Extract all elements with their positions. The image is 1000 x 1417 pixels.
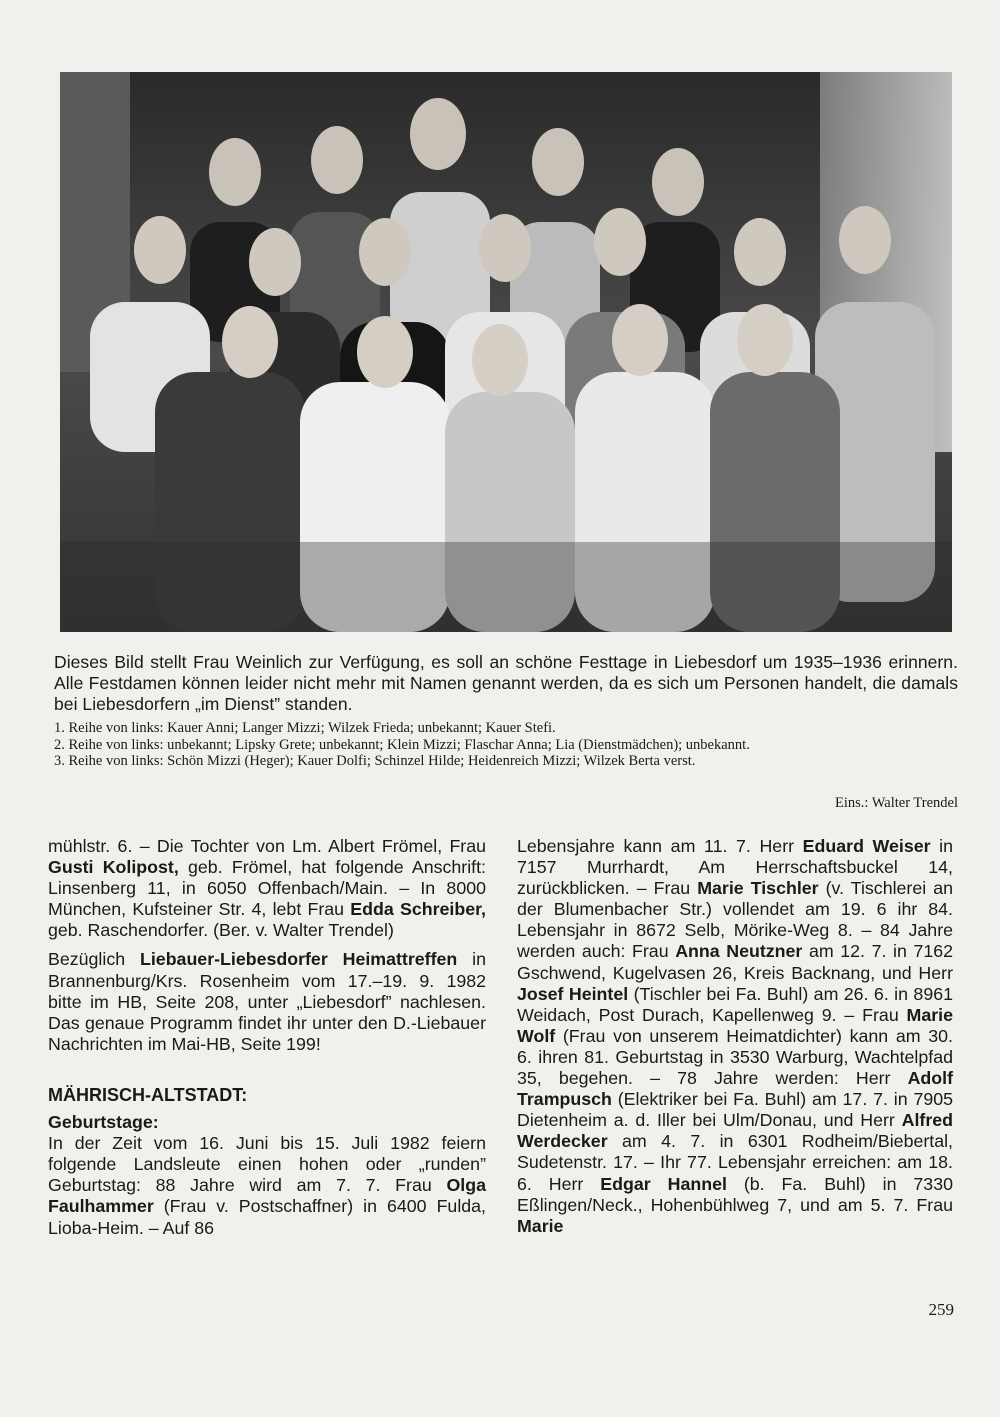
text-run: geb. Frömel, hat folgende Anschrift: Linsenberg 11, in 6050 Offenbach/Main. – In 8000 München, Kufsteiner Str. 4, lebt Frau [48, 857, 486, 920]
text-run: (Frau v. Postschaffner) in 6400 Fulda, Lioba-Heim. – Auf 86 [48, 1196, 486, 1238]
text-run: (Elektriker bei Fa. Buhl) am 17. 7. in 7905 Dietenheim a. d. Iller bei Ulm/Donau, und Herr [517, 1089, 953, 1131]
person-name: Josef Heintel [517, 983, 629, 1004]
text-run: Bezüglich [48, 949, 140, 970]
caption-text: Dieses Bild stellt Frau Weinlich zur Verfügung, es soll an schöne Festtage in Liebesdorf um 1935–1936 erinnern. Alle Festdamen können leider nicht mehr mit Namen genannt werden, da es sich um Personen handelt, die damals bei Liebesdorfern „im Dienst” standen. [54, 652, 958, 714]
person-name: Eduard Weiser [802, 836, 931, 856]
paragraph-heimattreffen [48, 949, 486, 1054]
paragraph-addresses [48, 836, 486, 941]
section-heading: MÄHRISCH-ALTSTADT: [48, 1084, 248, 1105]
photo-caption [54, 652, 958, 770]
caption-name-list [54, 720, 958, 770]
person-name: Marie Wolf [517, 1004, 953, 1046]
left-column [48, 836, 486, 1239]
person-name: Edda Schreiber, [350, 899, 486, 920]
person-name: Anna Neutzner [675, 941, 803, 962]
text-run: (Frau von unserem Heimatdichter) kann am 30. 6. ihren 81. Geburtstag in 3530 Warburg, Wachtelpfad 35, begehen. – 78 Jahre werden: Herr [517, 1025, 953, 1089]
text-run: (b. Fa. Buhl) in 7330 Eßlingen/Neck., Hohenbühlweg 7, und am 5. 7. Frau [517, 1173, 953, 1215]
person-name: Adolf Trampusch [517, 1068, 953, 1110]
text-run: am 4. 7. in 6301 Rodheim/Biebertal, Sudetenstr. 17. – Ihr 77. Lebensjahr erreichen: am 18. 6. Herr [517, 1131, 953, 1194]
group-photo-illustration [60, 72, 952, 632]
text-run: in 7157 Murrhardt, Am Herrschaftsbuckel 14, zurückblicken. – Frau [517, 836, 954, 899]
page-number: 259 [928, 1300, 954, 1319]
text-run: am 12. 7. in 7162 Gschwend, Kugelvasen 26, Kreis Backnang, und Herr [517, 941, 954, 983]
caption-row-3: 3. Reihe von links: Schön Mizzi (Heger); Kauer Dolfi; Schinzel Hilde; Heidenreich Mizzi; Wilzek Berta verst. [54, 753, 696, 769]
text-run: in Brannenburg/Krs. Rosenheim vom 17.–19. 9. 1982 bitte im HB, Seite 208, unter „Liebesdorf” nachlesen. Das genaue Programm findet ihr unter den D.-Liebauer Nachrichten im Mai-HB, Seite 199! [48, 949, 486, 1054]
person-name: Marie Tischler [697, 878, 819, 899]
section-subheading: Geburtstage: [48, 1112, 159, 1133]
caption-row-2: 2. Reihe von links: unbekannt; Lipsky Grete; unbekannt; Klein Mizzi; Flaschar Anna; Lia (Dienstmädchen); unbekannt. [54, 736, 750, 753]
person-name: Marie [517, 1215, 564, 1236]
text-run: (v. Tischlerei an der Blumenbacher Str.) vollendet am 19. 6 ihr 84. Lebensjahr in 8672 Selb, Mörike-Weg 8. – 84 Jahre werden auch: Frau [517, 878, 953, 962]
person-name: Gusti Kolipost, [48, 857, 179, 878]
caption-row-1: 1. Reihe von links: Kauer Anni; Langer Mizzi; Wilzek Frieda; unbekannt; Kauer Stefi. [54, 720, 556, 736]
text-run: mühlstr. 6. – Die Tochter von Lm. Albert Frömel, Frau [48, 836, 486, 856]
group-photo [60, 72, 952, 632]
paragraph-birthdays [48, 1133, 486, 1238]
right-column [517, 836, 953, 1237]
paragraph-birthdays-continued [517, 836, 953, 1237]
photo-credit: Eins.: Walter Trendel [834, 795, 958, 811]
text-run: Lebensjahre kann am 11. 7. Herr [517, 836, 803, 856]
text-run: (Tischler bei Fa. Buhl) am 26. 6. in 8961 Weidach, Post Durach, Kapellenweg 9. – Frau [517, 983, 953, 1025]
text-run: geb. Raschendorfer. (Ber. v. Walter Trendel) [48, 920, 394, 941]
event-name: Liebauer-Liebesdorfer Heimattreffen [140, 949, 458, 970]
person-name: Alfred Werdecker [517, 1110, 953, 1152]
text-run: In der Zeit vom 16. Juni bis 15. Juli 1982 feiern folgende Landsleute einen hohen oder „runden” Geburtstag: 88 Jahre wird am 7. 7. Frau [48, 1133, 486, 1196]
person-name: Olga Faulhammer [48, 1175, 486, 1217]
person-name: Edgar Hannel [600, 1173, 727, 1194]
